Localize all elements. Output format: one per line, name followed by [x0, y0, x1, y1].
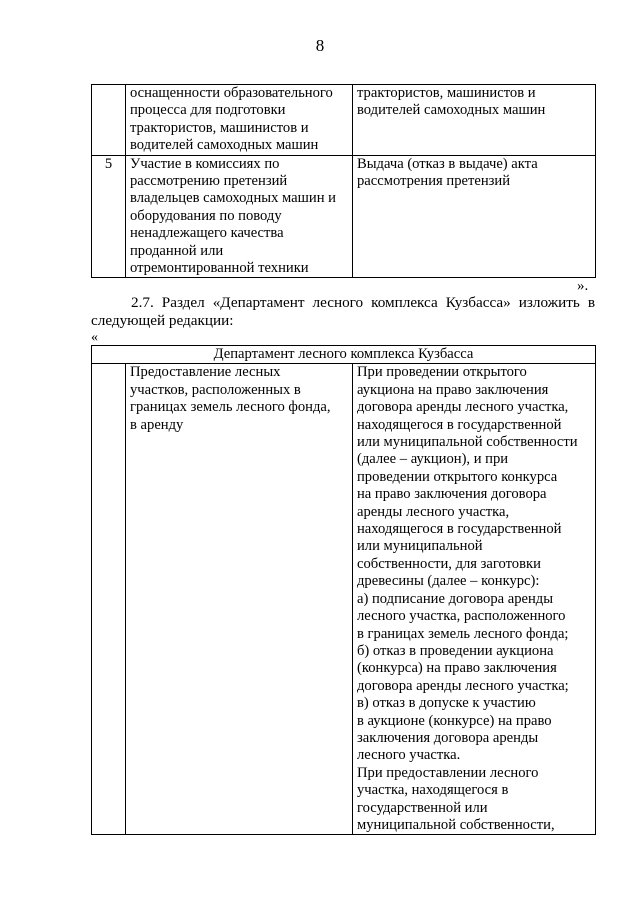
text-line: участков, расположенных в [130, 381, 301, 398]
text-line: собственности, для заготовки [357, 555, 541, 572]
text-line: рассмотрения претензий [357, 173, 511, 190]
result-cell [353, 155, 596, 278]
text-line: Участие в комиссиях по [130, 155, 280, 172]
text-line: в аукционе (конкурсе) на право [357, 712, 552, 729]
text-line: трактористов, машинистов и [357, 85, 536, 101]
text-line: оборудования по поводу [130, 207, 282, 224]
row-number: 5 [92, 155, 126, 278]
text-line: отремонтированной техники [130, 260, 309, 277]
service-cell [126, 364, 353, 835]
text-line: на право заключения договора [357, 486, 547, 503]
text-line: в аренду [130, 416, 184, 433]
text-line: трактористов, машинистов и [130, 119, 309, 136]
text-line: водителей самоходных машин [357, 102, 546, 119]
page-number: 8 [315, 36, 325, 55]
table-row [92, 155, 596, 278]
row-number [92, 364, 126, 835]
text-line: проведении открытого конкурса [357, 468, 558, 485]
text-line: древесины (далее – конкурс): [357, 573, 540, 590]
text-line: границах земель лесного фонда, [130, 399, 331, 416]
text-line: муниципальной собственности, [357, 816, 555, 833]
closing-quote: ». [577, 278, 589, 294]
text-line: или муниципальной собственности [357, 434, 578, 451]
text-line: участка, находящегося в [357, 782, 509, 799]
text-line: (далее – аукцион), и при [357, 451, 509, 468]
text-line: ненадлежащего качества [130, 225, 284, 242]
text-line: в границах земель лесного фонда; [357, 625, 569, 642]
result-cell [353, 364, 596, 835]
text-line: Выдача (отказ в выдаче) акта [357, 155, 538, 172]
text-line: водителей самоходных машин [130, 137, 319, 154]
text-line: оснащенности образовательного [130, 85, 333, 101]
text-line: процесса для подготовки [130, 102, 286, 119]
text-line: договора аренды лесного участка; [357, 677, 569, 694]
text-line: договора аренды лесного участка, [357, 399, 569, 416]
text-line: государственной или [357, 799, 488, 816]
text-line: а) подписание договора аренды [357, 590, 554, 607]
text-line: При проведении открытого [357, 364, 527, 381]
amendment-paragraph: 2.7. Раздел «Департамент лесного комплекса Кузбасса» изложить в следующей редакции: [91, 294, 595, 329]
service-cell [126, 155, 353, 278]
text-line: находящегося в государственной [357, 416, 562, 433]
services-table-continued [91, 84, 596, 278]
text-line: владельцев самоходных машин и [130, 190, 336, 207]
text-line: или муниципальной [357, 538, 483, 555]
department-header-row [92, 346, 596, 364]
text-line: в) отказ в допуске к участию [357, 695, 536, 712]
table-row [92, 364, 596, 835]
text-line: (конкурса) на право заключения [357, 660, 557, 677]
text-line: Предоставление лесных [130, 364, 281, 381]
text-line: находящегося в государственной [357, 521, 562, 538]
row-number [92, 85, 126, 156]
text-line: проданной или [130, 242, 224, 259]
text-line: аукциона на право заключения [357, 381, 549, 398]
table-row [92, 85, 596, 156]
text-line: заключения договора аренды [357, 729, 539, 746]
text-line: б) отказ в проведении аукциона [357, 642, 554, 659]
forestry-department-table [91, 345, 596, 835]
service-cell [126, 85, 353, 156]
text-line: При предоставлении лесного [357, 764, 539, 781]
text-line: аренды лесного участка, [357, 503, 510, 520]
department-header: Департамент лесного комплекса Кузбасса [92, 346, 596, 364]
text-line: лесного участка, расположенного [357, 608, 566, 625]
opening-quote: « [91, 330, 98, 345]
result-cell [353, 85, 596, 156]
text-line: рассмотрению претензий [130, 173, 288, 190]
text-line: лесного участка. [357, 747, 461, 764]
